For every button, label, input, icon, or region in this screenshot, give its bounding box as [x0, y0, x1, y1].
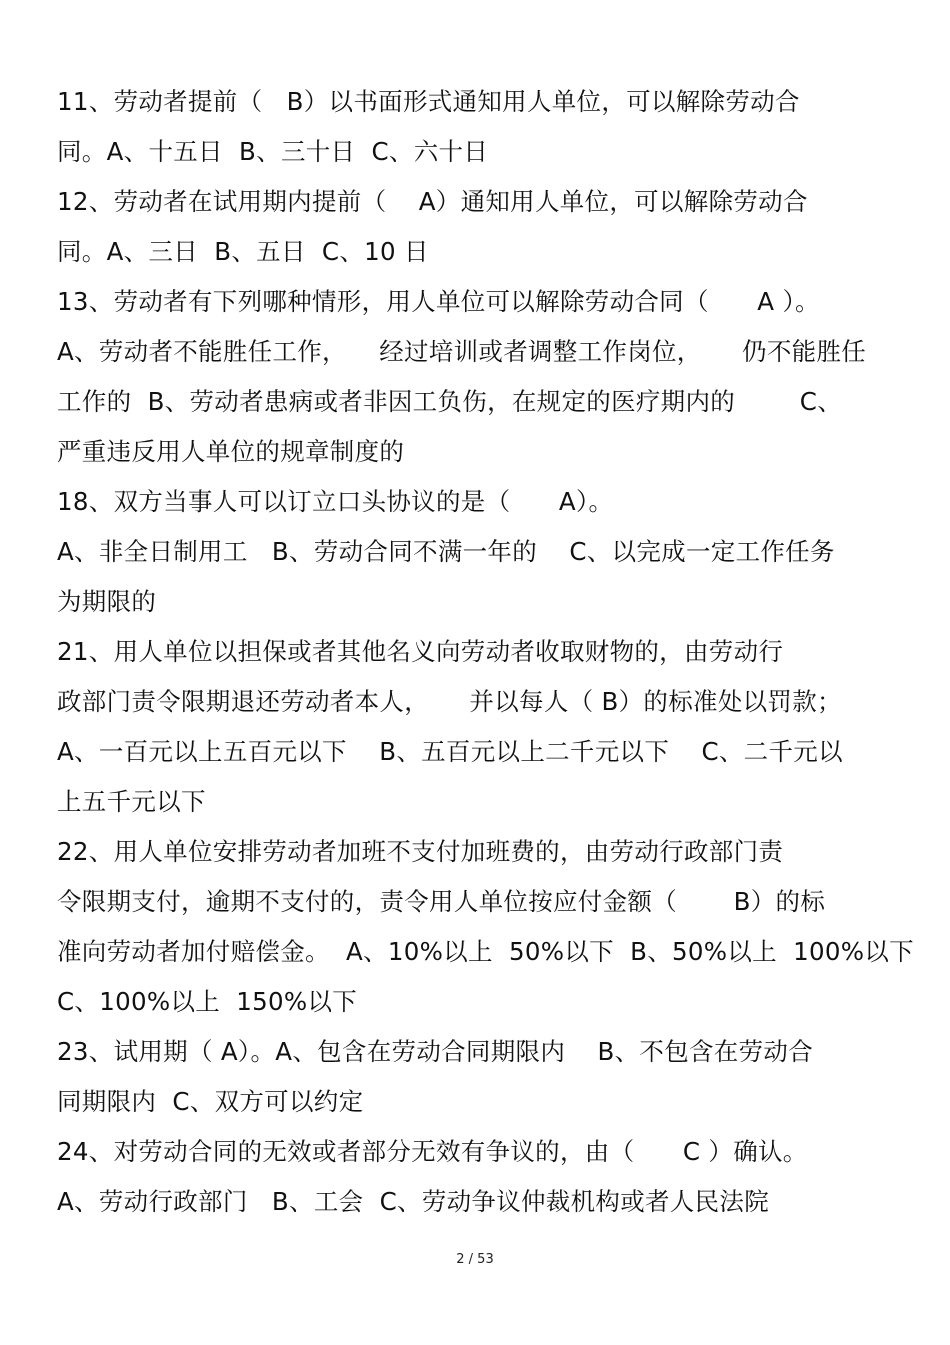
text-line: 为期限的 — [57, 587, 157, 616]
text-line: 准向劳动者加付赔偿金。 A、10%以上 50%以下 B、50%以上 100%以下 — [57, 937, 914, 966]
page-number: 2 / 53 — [456, 1252, 494, 1267]
text-line: 令限期支付，逾期不支付的，责令用人单位按应付金额（ B）的标 — [57, 887, 826, 916]
text-line: 12、劳动者在试用期内提前（ A）通知用人单位，可以解除劳动合 — [57, 187, 808, 216]
text-line: 11、劳动者提前（ B）以书面形式通知用人单位，可以解除劳动合 — [57, 87, 800, 116]
text-line: 上五千元以下 — [57, 787, 206, 816]
text-line: 政部门责令限期退还劳动者本人， 并以每人（ B）的标准处以罚款； — [57, 687, 842, 716]
text-line: A、非全日制用工 B、劳动合同不满一年的 C、以完成一定工作任务 — [57, 537, 835, 566]
text-line: 21、用人单位以担保或者其他名义向劳动者收取财物的，由劳动行 — [57, 637, 784, 666]
text-line: 同。A、三日 B、五日 C、10 日 — [57, 237, 429, 266]
text-line: 18、双方当事人可以订立口头协议的是（ A）。 — [57, 487, 614, 516]
text-line: 工作的 B、劳动者患病或者非因工负伤，在规定的医疗期内的 C、 — [57, 387, 842, 416]
text-line: C、100%以上 150%以下 — [57, 987, 358, 1016]
text-line: 13、劳动者有下列哪种情形，用人单位可以解除劳动合同（ A ）。 — [57, 287, 820, 316]
text-line: A、一百元以上五百元以下 B、五百元以上二千元以下 C、二千元以 — [57, 737, 843, 766]
text-line: 严重违反用人单位的规章制度的 — [57, 437, 405, 466]
text-line: 22、用人单位安排劳动者加班不支付加班费的，由劳动行政部门责 — [57, 837, 784, 866]
text-line: 23、试用期（ A）。A、包含在劳动合同期限内 B、不包含在劳动合 — [57, 1037, 813, 1066]
text-line: A、劳动行政部门 B、工会 C、劳动争议仲裁机构或者人民法院 — [57, 1187, 770, 1216]
text-line: 同。A、十五日 B、三十日 C、六十日 — [57, 137, 489, 166]
text-line: 同期限内 C、双方可以约定 — [57, 1087, 364, 1116]
text-line: 24、对劳动合同的无效或者部分无效有争议的，由（ C ）确认。 — [57, 1137, 808, 1166]
text-line: A、劳动者不能胜任工作， 经过培训或者调整工作岗位， 仍不能胜任 — [57, 337, 867, 366]
